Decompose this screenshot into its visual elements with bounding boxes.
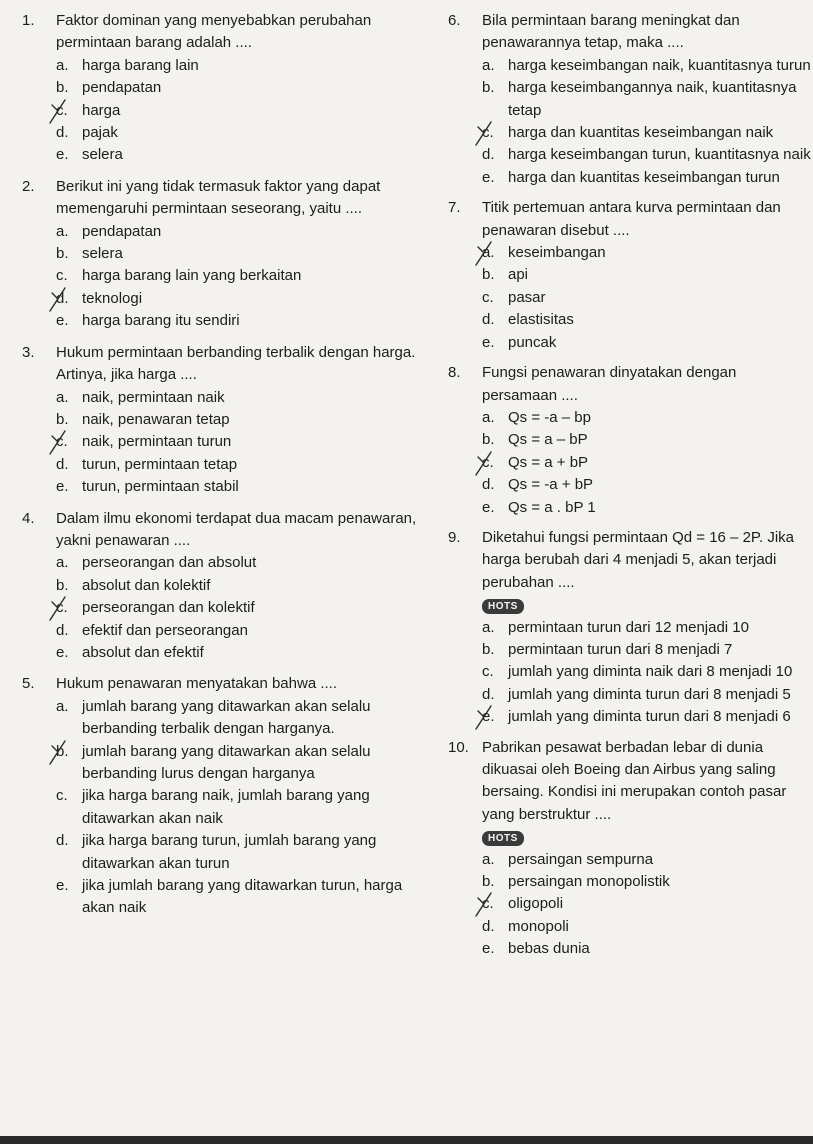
option-text: jumlah barang yang ditawarkan akan selalu berbanding lurus dengan harganya — [82, 742, 371, 782]
answer-option[interactable] — [56, 785, 427, 830]
option-text: harga dan kuantitas keseimbangan naik — [508, 124, 774, 142]
option-letter: b. — [56, 576, 69, 594]
answer-option[interactable] — [482, 167, 813, 189]
question-number: 6. — [448, 12, 461, 29]
question-text: Faktor dominan yang menyebabkan perubahan permintaan barang adalah .... — [56, 12, 372, 52]
question-number: 3. — [22, 343, 35, 361]
answer-option[interactable] — [56, 310, 427, 332]
option-letter: e. — [482, 940, 495, 958]
answer-option[interactable] — [56, 741, 427, 786]
answer-option[interactable] — [56, 55, 427, 77]
question-5 — [22, 673, 427, 919]
answer-option[interactable] — [56, 243, 427, 265]
option-text: Qs = a . bP 1 — [508, 498, 596, 516]
answer-option[interactable] — [482, 706, 813, 728]
question-number: 8. — [448, 364, 461, 382]
answer-option[interactable] — [482, 429, 813, 451]
question-6 — [448, 10, 813, 189]
question-9 — [448, 527, 813, 729]
question-stem — [448, 527, 813, 594]
option-text: harga — [82, 101, 121, 119]
question-7 — [448, 197, 813, 354]
option-text: jumlah barang yang ditawarkan akan selalu berbanding terbalik dengan harganya. — [82, 697, 371, 738]
option-letter: d. — [482, 685, 495, 703]
option-letter: a. — [482, 618, 495, 636]
question-stem — [22, 176, 427, 221]
option-text: oligopoli — [508, 895, 564, 913]
option-letter: e. — [482, 168, 495, 186]
option-text: absolut dan efektif — [82, 643, 204, 661]
option-text: perseorangan dan absolut — [82, 554, 257, 572]
answer-option[interactable] — [482, 77, 813, 122]
option-text: keseimbangan — [508, 244, 606, 262]
option-text: Qs = a – bP — [508, 431, 588, 449]
answer-option[interactable] — [482, 407, 813, 429]
hots-badge: HOTS — [482, 599, 524, 614]
question-4 — [22, 508, 427, 665]
question-1 — [22, 10, 427, 167]
option-letter: c. — [482, 895, 494, 913]
option-letter: c. — [482, 124, 494, 142]
option-text: jumlah yang diminta turun dari 8 menjadi 6 — [508, 708, 791, 726]
question-stem — [22, 673, 427, 695]
answer-option[interactable] — [482, 661, 813, 683]
option-letter: e. — [56, 312, 69, 330]
option-text: harga dan kuantitas keseimbangan turun — [508, 168, 780, 186]
option-letter: b. — [56, 79, 69, 97]
option-text: efektif dan perseorangan — [82, 621, 248, 639]
option-letter: a. — [56, 56, 69, 74]
option-text: pajak — [82, 124, 118, 142]
question-number: 2. — [22, 177, 35, 195]
option-letter: a. — [482, 850, 495, 868]
answer-option[interactable] — [56, 387, 427, 409]
answer-option[interactable] — [56, 409, 427, 431]
option-letter: c. — [56, 787, 68, 805]
option-text: jika jumlah barang yang ditawarkan turun, harga akan naik — [82, 877, 403, 917]
option-letter: e. — [482, 498, 495, 516]
question-text: Dalam ilmu ekonomi terdapat dua macam penawaran, yakni penawaran .... — [56, 509, 417, 549]
question-3 — [22, 342, 427, 499]
question-text: Hukum penawaran menyatakan bahwa .... — [56, 675, 337, 693]
page-bottom-edge — [0, 1136, 813, 1144]
question-10 — [448, 737, 813, 961]
answer-option[interactable] — [56, 221, 427, 243]
option-text: jika harga barang naik, jumlah barang yang ditawarkan akan naik — [82, 787, 370, 827]
right-column — [448, 10, 813, 961]
answer-option[interactable] — [482, 617, 813, 639]
answer-options — [448, 407, 813, 519]
option-text: harga keseimbangan turun, kuantitasnya naik — [508, 146, 811, 164]
hots-badge: HOTS — [482, 831, 524, 846]
option-letter: a. — [56, 554, 69, 572]
option-text: puncak — [508, 333, 557, 351]
question-stem — [22, 10, 427, 55]
option-letter: b. — [482, 79, 495, 97]
answer-option[interactable] — [56, 265, 427, 287]
option-text: harga barang lain yang berkaitan — [82, 267, 302, 285]
question-stem — [448, 737, 813, 827]
option-text: turun, permintaan stabil — [82, 478, 239, 496]
question-number: 9. — [448, 528, 461, 546]
option-text: api — [508, 266, 529, 284]
option-letter: b. — [482, 431, 495, 449]
option-letter: e. — [56, 478, 69, 496]
option-letter: b. — [56, 742, 69, 760]
option-letter: d. — [56, 124, 69, 142]
option-letter: b. — [56, 245, 69, 263]
left-column — [22, 10, 427, 920]
question-text: Diketahui fungsi permintaan Qd = 16 – 2P. Jika harga berubah dari 4 menjadi 5, akan terjadi perubahan .... — [482, 528, 794, 591]
question-text: Hukum permintaan berbanding terbalik dengan harga. Artinya, jika harga .... — [56, 343, 416, 384]
option-text: naik, permintaan naik — [82, 388, 225, 406]
option-text: selera — [82, 146, 123, 164]
option-letter: d. — [56, 289, 69, 307]
answer-option[interactable] — [482, 497, 813, 519]
option-letter: d. — [56, 832, 69, 850]
question-stem — [22, 342, 427, 387]
question-text: Bila permintaan barang meningkat dan penawarannya tetap, maka .... — [482, 12, 740, 52]
answer-options — [448, 617, 813, 729]
answer-option[interactable] — [56, 77, 427, 99]
option-text: pendapatan — [82, 222, 162, 240]
answer-option[interactable] — [56, 454, 427, 476]
answer-option[interactable] — [56, 620, 427, 642]
question-text: Berikut ini yang tidak termasuk faktor yang dapat memengaruhi permintaan seseorang, yaitu .... — [56, 177, 381, 218]
answer-options — [448, 849, 813, 961]
answer-option[interactable] — [482, 849, 813, 871]
option-text: teknologi — [82, 289, 143, 307]
answer-option[interactable] — [482, 474, 813, 496]
answer-options — [22, 552, 427, 664]
option-letter: a. — [482, 408, 495, 426]
question-number: 7. — [448, 199, 461, 217]
answer-option[interactable] — [56, 552, 427, 574]
answer-option[interactable] — [482, 55, 813, 77]
question-number: 10. — [448, 738, 469, 756]
question-stem — [448, 362, 813, 407]
answer-option[interactable] — [482, 684, 813, 706]
option-text: persaingan sempurna — [508, 850, 654, 868]
answer-option[interactable] — [482, 242, 813, 264]
option-letter: e. — [56, 643, 69, 661]
option-text: pasar — [508, 288, 546, 306]
answer-option[interactable] — [482, 332, 813, 354]
answer-option[interactable] — [56, 122, 427, 144]
option-text: harga keseimbangan naik, kuantitasnya turun — [508, 56, 811, 74]
option-text: Qs = -a – bp — [508, 408, 591, 426]
option-letter: b. — [482, 873, 495, 891]
option-letter: b. — [482, 640, 495, 658]
option-letter: e. — [56, 146, 69, 164]
answer-option[interactable] — [56, 144, 427, 166]
answer-options — [22, 55, 427, 167]
option-letter: a. — [482, 244, 495, 262]
option-text: jumlah yang diminta naik dari 8 menjadi 10 — [508, 663, 793, 681]
option-letter: a. — [56, 388, 69, 406]
option-text: bebas dunia — [508, 940, 590, 958]
option-letter: c. — [56, 433, 68, 451]
answer-option[interactable] — [482, 287, 813, 309]
question-text: Fungsi penawaran dinyatakan dengan persamaan .... — [482, 364, 737, 404]
answer-option[interactable] — [56, 100, 427, 122]
option-letter: e. — [56, 877, 69, 895]
option-text: harga barang lain — [82, 56, 199, 74]
answer-options — [448, 242, 813, 354]
answer-option[interactable] — [482, 309, 813, 331]
option-text: permintaan turun dari 12 menjadi 10 — [508, 618, 749, 636]
option-text: harga keseimbangannya naik, kuantitasnya tetap — [508, 79, 797, 119]
answer-options — [448, 55, 813, 189]
option-text: naik, permintaan turun — [82, 433, 232, 451]
question-text: Pabrikan pesawat berbadan lebar di dunia dikuasai oleh Boeing dan Airbus yang saling bersaing. Kondisi ini merupakan contoh pasar yang berstruktur .... — [482, 738, 787, 823]
answer-option[interactable] — [56, 431, 427, 453]
option-text: perseorangan dan kolektif — [82, 599, 255, 617]
option-letter: d. — [482, 476, 495, 494]
question-number: 4. — [22, 509, 35, 527]
answer-option[interactable] — [56, 830, 427, 875]
option-text: Qs = a + bP — [508, 453, 589, 471]
option-letter: d. — [56, 455, 69, 473]
answer-option[interactable] — [56, 575, 427, 597]
option-letter: b. — [482, 266, 495, 284]
answer-option[interactable] — [56, 875, 427, 920]
question-number: 1. — [22, 12, 35, 29]
question-number: 5. — [22, 675, 35, 693]
question-stem — [22, 508, 427, 553]
option-letter: b. — [56, 410, 69, 428]
option-text: harga barang itu sendiri — [82, 312, 240, 330]
option-letter: c. — [56, 599, 68, 617]
answer-option[interactable] — [482, 264, 813, 286]
option-text: naik, penawaran tetap — [82, 410, 230, 428]
answer-option[interactable] — [56, 288, 427, 310]
question-8 — [448, 362, 813, 519]
answer-option[interactable] — [482, 871, 813, 893]
option-letter: c. — [482, 288, 494, 306]
answer-option[interactable] — [56, 642, 427, 664]
option-letter: a. — [482, 56, 495, 74]
answer-option[interactable] — [56, 476, 427, 498]
answer-option[interactable] — [482, 639, 813, 661]
option-letter: d. — [482, 311, 495, 329]
option-letter: e. — [482, 333, 495, 351]
answer-option[interactable] — [56, 696, 427, 741]
option-text: persaingan monopolistik — [508, 873, 670, 891]
answer-options — [22, 387, 427, 499]
option-letter: c. — [56, 267, 68, 285]
option-letter: d. — [56, 621, 69, 639]
question-stem — [448, 10, 813, 55]
option-text: selera — [82, 245, 123, 263]
option-text: pendapatan — [82, 79, 162, 97]
option-text: turun, permintaan tetap — [82, 455, 238, 473]
option-text: absolut dan kolektif — [82, 576, 211, 594]
answer-option[interactable] — [482, 938, 813, 960]
option-letter: a. — [56, 697, 69, 715]
option-text: jika harga barang turun, jumlah barang yang ditawarkan akan turun — [82, 832, 377, 872]
option-letter: c. — [56, 101, 68, 119]
option-letter: a. — [56, 222, 69, 240]
answer-option[interactable] — [56, 597, 427, 619]
answer-option[interactable] — [482, 144, 813, 166]
answer-options — [22, 221, 427, 333]
option-text: permintaan turun dari 8 menjadi 7 — [508, 640, 733, 658]
option-text: Qs = -a + bP — [508, 476, 594, 494]
question-2 — [22, 176, 427, 333]
answer-option[interactable] — [482, 893, 813, 915]
option-letter: e. — [482, 708, 495, 726]
question-stem — [448, 197, 813, 242]
option-letter: d. — [482, 917, 495, 935]
option-text: monopoli — [508, 917, 569, 935]
option-letter: c. — [482, 453, 494, 471]
answer-option[interactable] — [482, 122, 813, 144]
answer-option[interactable] — [482, 916, 813, 938]
answer-options — [22, 696, 427, 920]
option-text: jumlah yang diminta turun dari 8 menjadi 5 — [508, 685, 791, 703]
question-text: Titik pertemuan antara kurva permintaan dan penawaran disebut .... — [482, 199, 781, 239]
option-letter: d. — [482, 146, 495, 164]
answer-option[interactable] — [482, 452, 813, 474]
option-text: elastisitas — [508, 311, 574, 329]
option-letter: c. — [482, 663, 494, 681]
